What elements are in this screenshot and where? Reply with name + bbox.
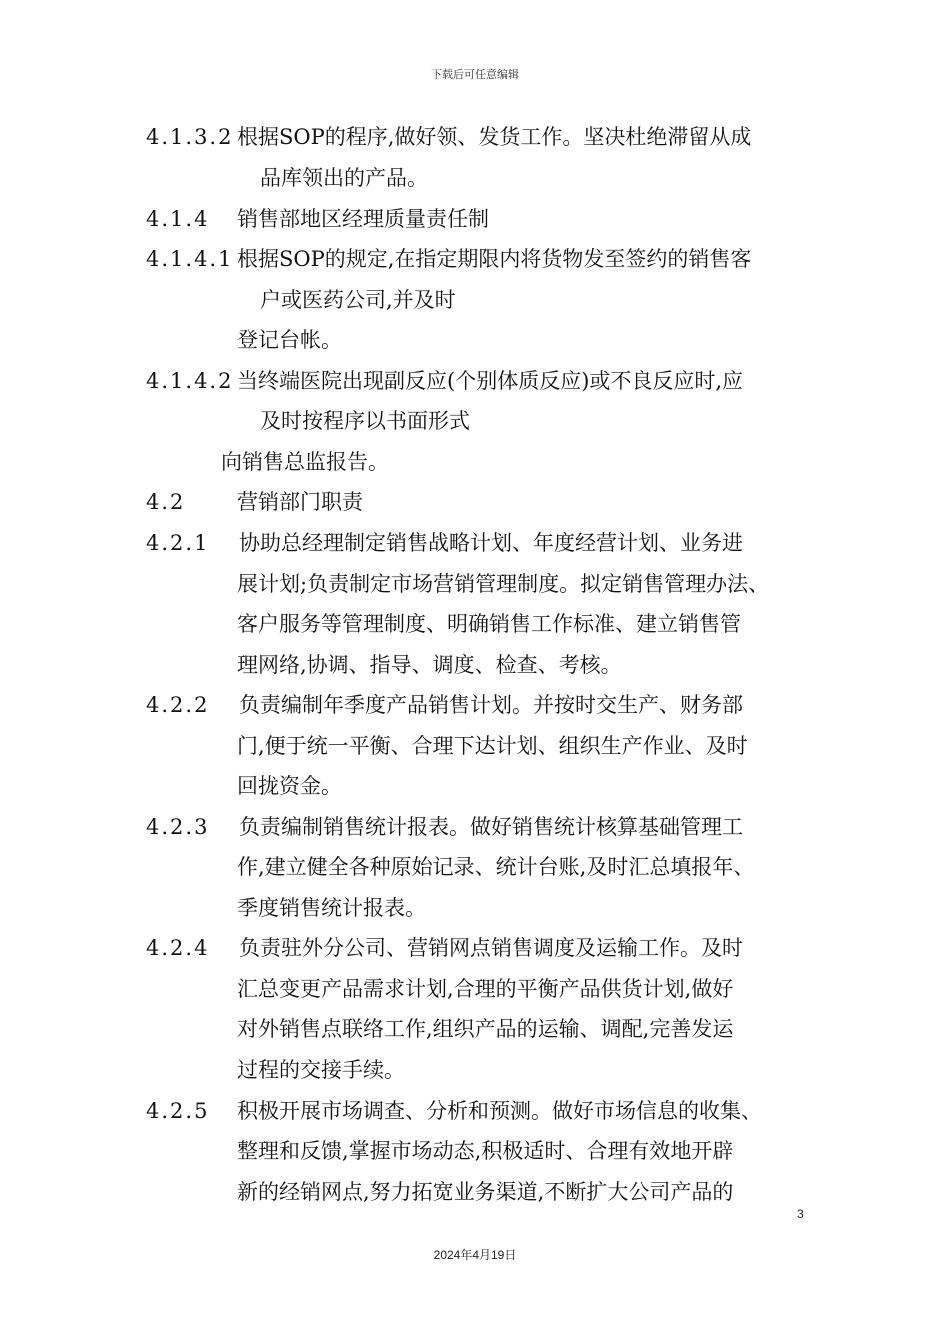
section-number: 4.2.3 (146, 815, 210, 839)
section-number: 4.2.4 (146, 936, 210, 960)
section-text-line: 品库领出的产品。 (260, 166, 428, 190)
section-text-line: 负责编制销售统计报表。做好销售统计核算基础管理工 (239, 815, 743, 839)
section-number: 4.1.4.2 (146, 369, 234, 393)
section-number: 4.1.3.2 (146, 125, 234, 149)
section-text-line: 汇总变更产品需求计划,合理的平衡产品供货计划,做好 (237, 977, 734, 1001)
section-text-line: 营销部门职责 (237, 490, 363, 514)
section-text-line: 理网络,协调、指导、调度、检查、考核。 (237, 653, 622, 677)
section-text-line: 作,建立健全各种原始记录、统计台账,及时汇总填报年、 (237, 855, 755, 879)
section-text-line: 新的经销网点,努力拓宽业务渠道,不断扩大公司产品的 (237, 1180, 734, 1204)
section-text-line: 门,便于统一平衡、合理下达计划、组织生产作业、及时 (237, 734, 748, 758)
section-text-line: 户或医药公司,并及时 (260, 288, 456, 312)
section-number: 4.2.1 (146, 531, 210, 555)
section-text-line: 负责驻外分公司、营销网点销售调度及运输工作。及时 (239, 936, 743, 960)
section-text-line: 销售部地区经理质量责任制 (237, 207, 489, 231)
section-number: 4.1.4 (146, 207, 210, 231)
section-text-line: 向销售总监报告。 (221, 450, 389, 474)
section-number: 4.1.4.1 (146, 247, 234, 271)
section-text-line: 负责编制年季度产品销售计划。并按时交生产、财务部 (239, 693, 743, 717)
section-number: 4.2 (146, 490, 186, 514)
section-text-line: 整理和反馈,掌握市场动态,积极适时、合理有效地开辟 (237, 1139, 734, 1163)
section-number: 4.2.5 (146, 1099, 210, 1123)
footer-date: 2024年4月19日 (433, 1248, 517, 1262)
section-text-line: 根据SOP的程序,做好领、发货工作。坚决杜绝滞留从成 (237, 125, 752, 149)
page-header: 下载后可任意编辑 (431, 68, 519, 81)
section-text-line: 及时按程序以书面形式 (260, 409, 470, 433)
section-text-line: 客户服务等管理制度、明确销售工作标准、建立销售管 (237, 612, 741, 636)
section-text-line: 根据SOP的规定,在指定期限内将货物发至签约的销售客 (237, 247, 752, 271)
section-text-line: 积极开展市场调查、分析和预测。做好市场信息的收集、 (237, 1099, 762, 1123)
section-text-line: 过程的交接手续。 (237, 1058, 405, 1082)
section-text-line: 展计划;负责制定市场营销管理制度。拟定销售管理办法、 (237, 572, 770, 596)
page-number: 3 (797, 1207, 804, 1221)
section-text-line: 当终端医院出现副反应(个别体质反应)或不良反应时,应 (237, 369, 744, 393)
section-number: 4.2.2 (146, 693, 210, 717)
section-text-line: 对外销售点联络工作,组织产品的运输、调配,完善发运 (237, 1017, 734, 1041)
section-text-line: 登记台帐。 (237, 328, 342, 352)
section-text-line: 回拢资金。 (237, 774, 342, 798)
section-text-line: 协助总经理制定销售战略计划、年度经营计划、业务进 (239, 531, 743, 555)
section-text-line: 季度销售统计报表。 (237, 896, 426, 920)
